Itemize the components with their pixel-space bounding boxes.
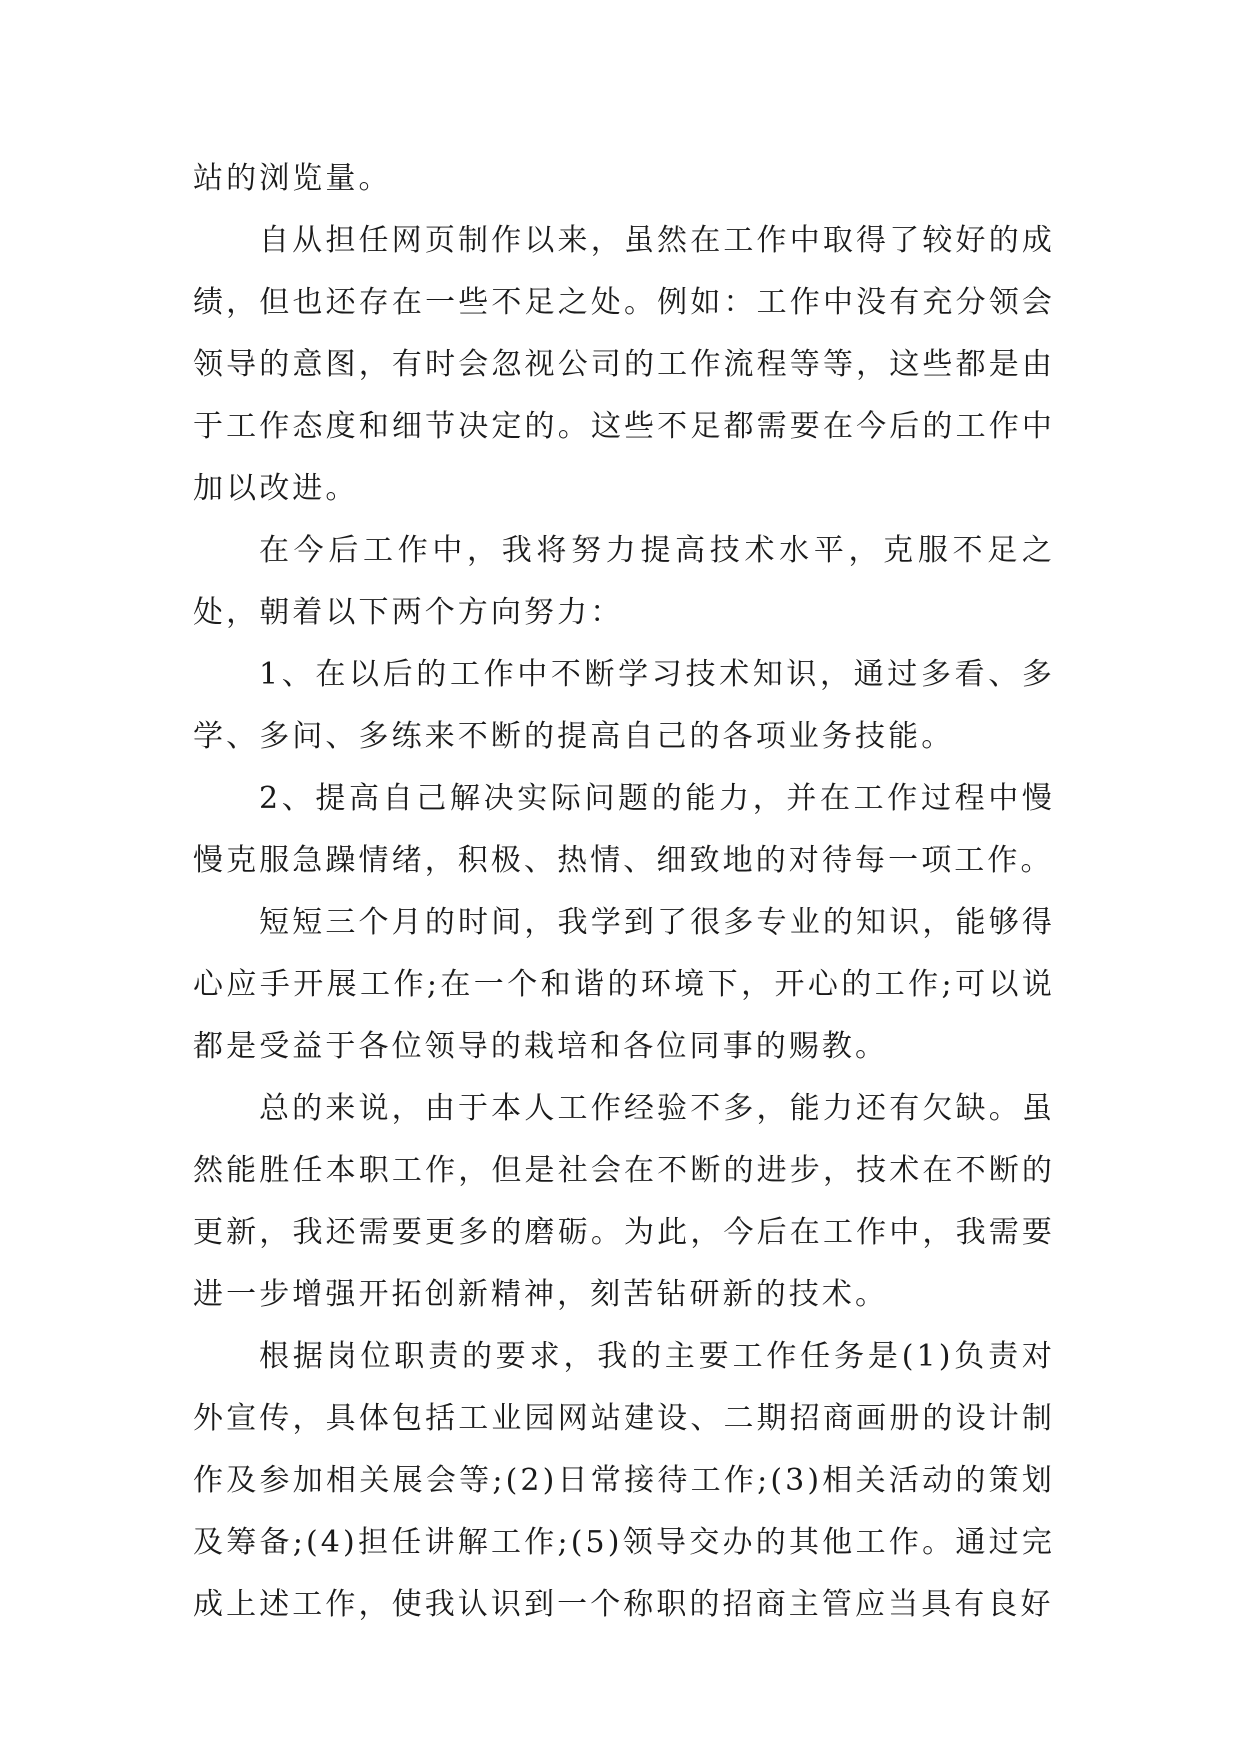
- paragraph-summary: 总的来说，由于本人工作经验不多，能力还有欠缺。虽然能胜任本职工作，但是社会在不断的进步，技术在不断的更新，我还需要更多的磨砺。为此，今后在工作中，我需要进一步增强开拓创新精神，刻苦钻研新的技术。: [193, 1091, 1055, 1312]
- paragraph-three-months: 短短三个月的时间，我学到了很多专业的知识，能够得心应手开展工作;在一个和谐的环境下，开心的工作;可以说都是受益于各位领导的栽培和各位同事的赐教。: [193, 905, 1055, 1064]
- list-item-2: 2、提高自己解决实际问题的能力，并在工作过程中慢慢克服急躁情绪，积极、热情、细致地的对待每一项工作。: [193, 781, 1055, 878]
- document-body: [193, 148, 1055, 1636]
- paragraph-future-directions: 在今后工作中，我将努力提高技术水平，克服不足之处，朝着以下两个方向努力：: [193, 533, 1055, 630]
- paragraph-continuation: 站的浏览量。: [193, 161, 392, 196]
- paragraph-job-duties: 根据岗位职责的要求，我的主要工作任务是(1)负责对外宣传，具体包括工业园网站建设、二期招商画册的设计制作及参加相关展会等;(2)日常接待工作;(3)相关活动的策划及筹备;(4)担任讲解工作;(5)领导交办的其他工作。通过完成上述工作，使我认识到一个称职的招商主管应当具有良好: [193, 1339, 1055, 1622]
- list-item-1: 1、在以后的工作中不断学习技术知识，通过多看、多学、多问、多练来不断的提高自己的各项业务技能。: [193, 657, 1055, 754]
- paragraph-shortcomings: 自从担任网页制作以来，虽然在工作中取得了较好的成绩，但也还存在一些不足之处。例如：工作中没有充分领会领导的意图，有时会忽视公司的工作流程等等，这些都是由于工作态度和细节决定的。这些不足都需要在今后的工作中加以改进。: [193, 223, 1055, 506]
